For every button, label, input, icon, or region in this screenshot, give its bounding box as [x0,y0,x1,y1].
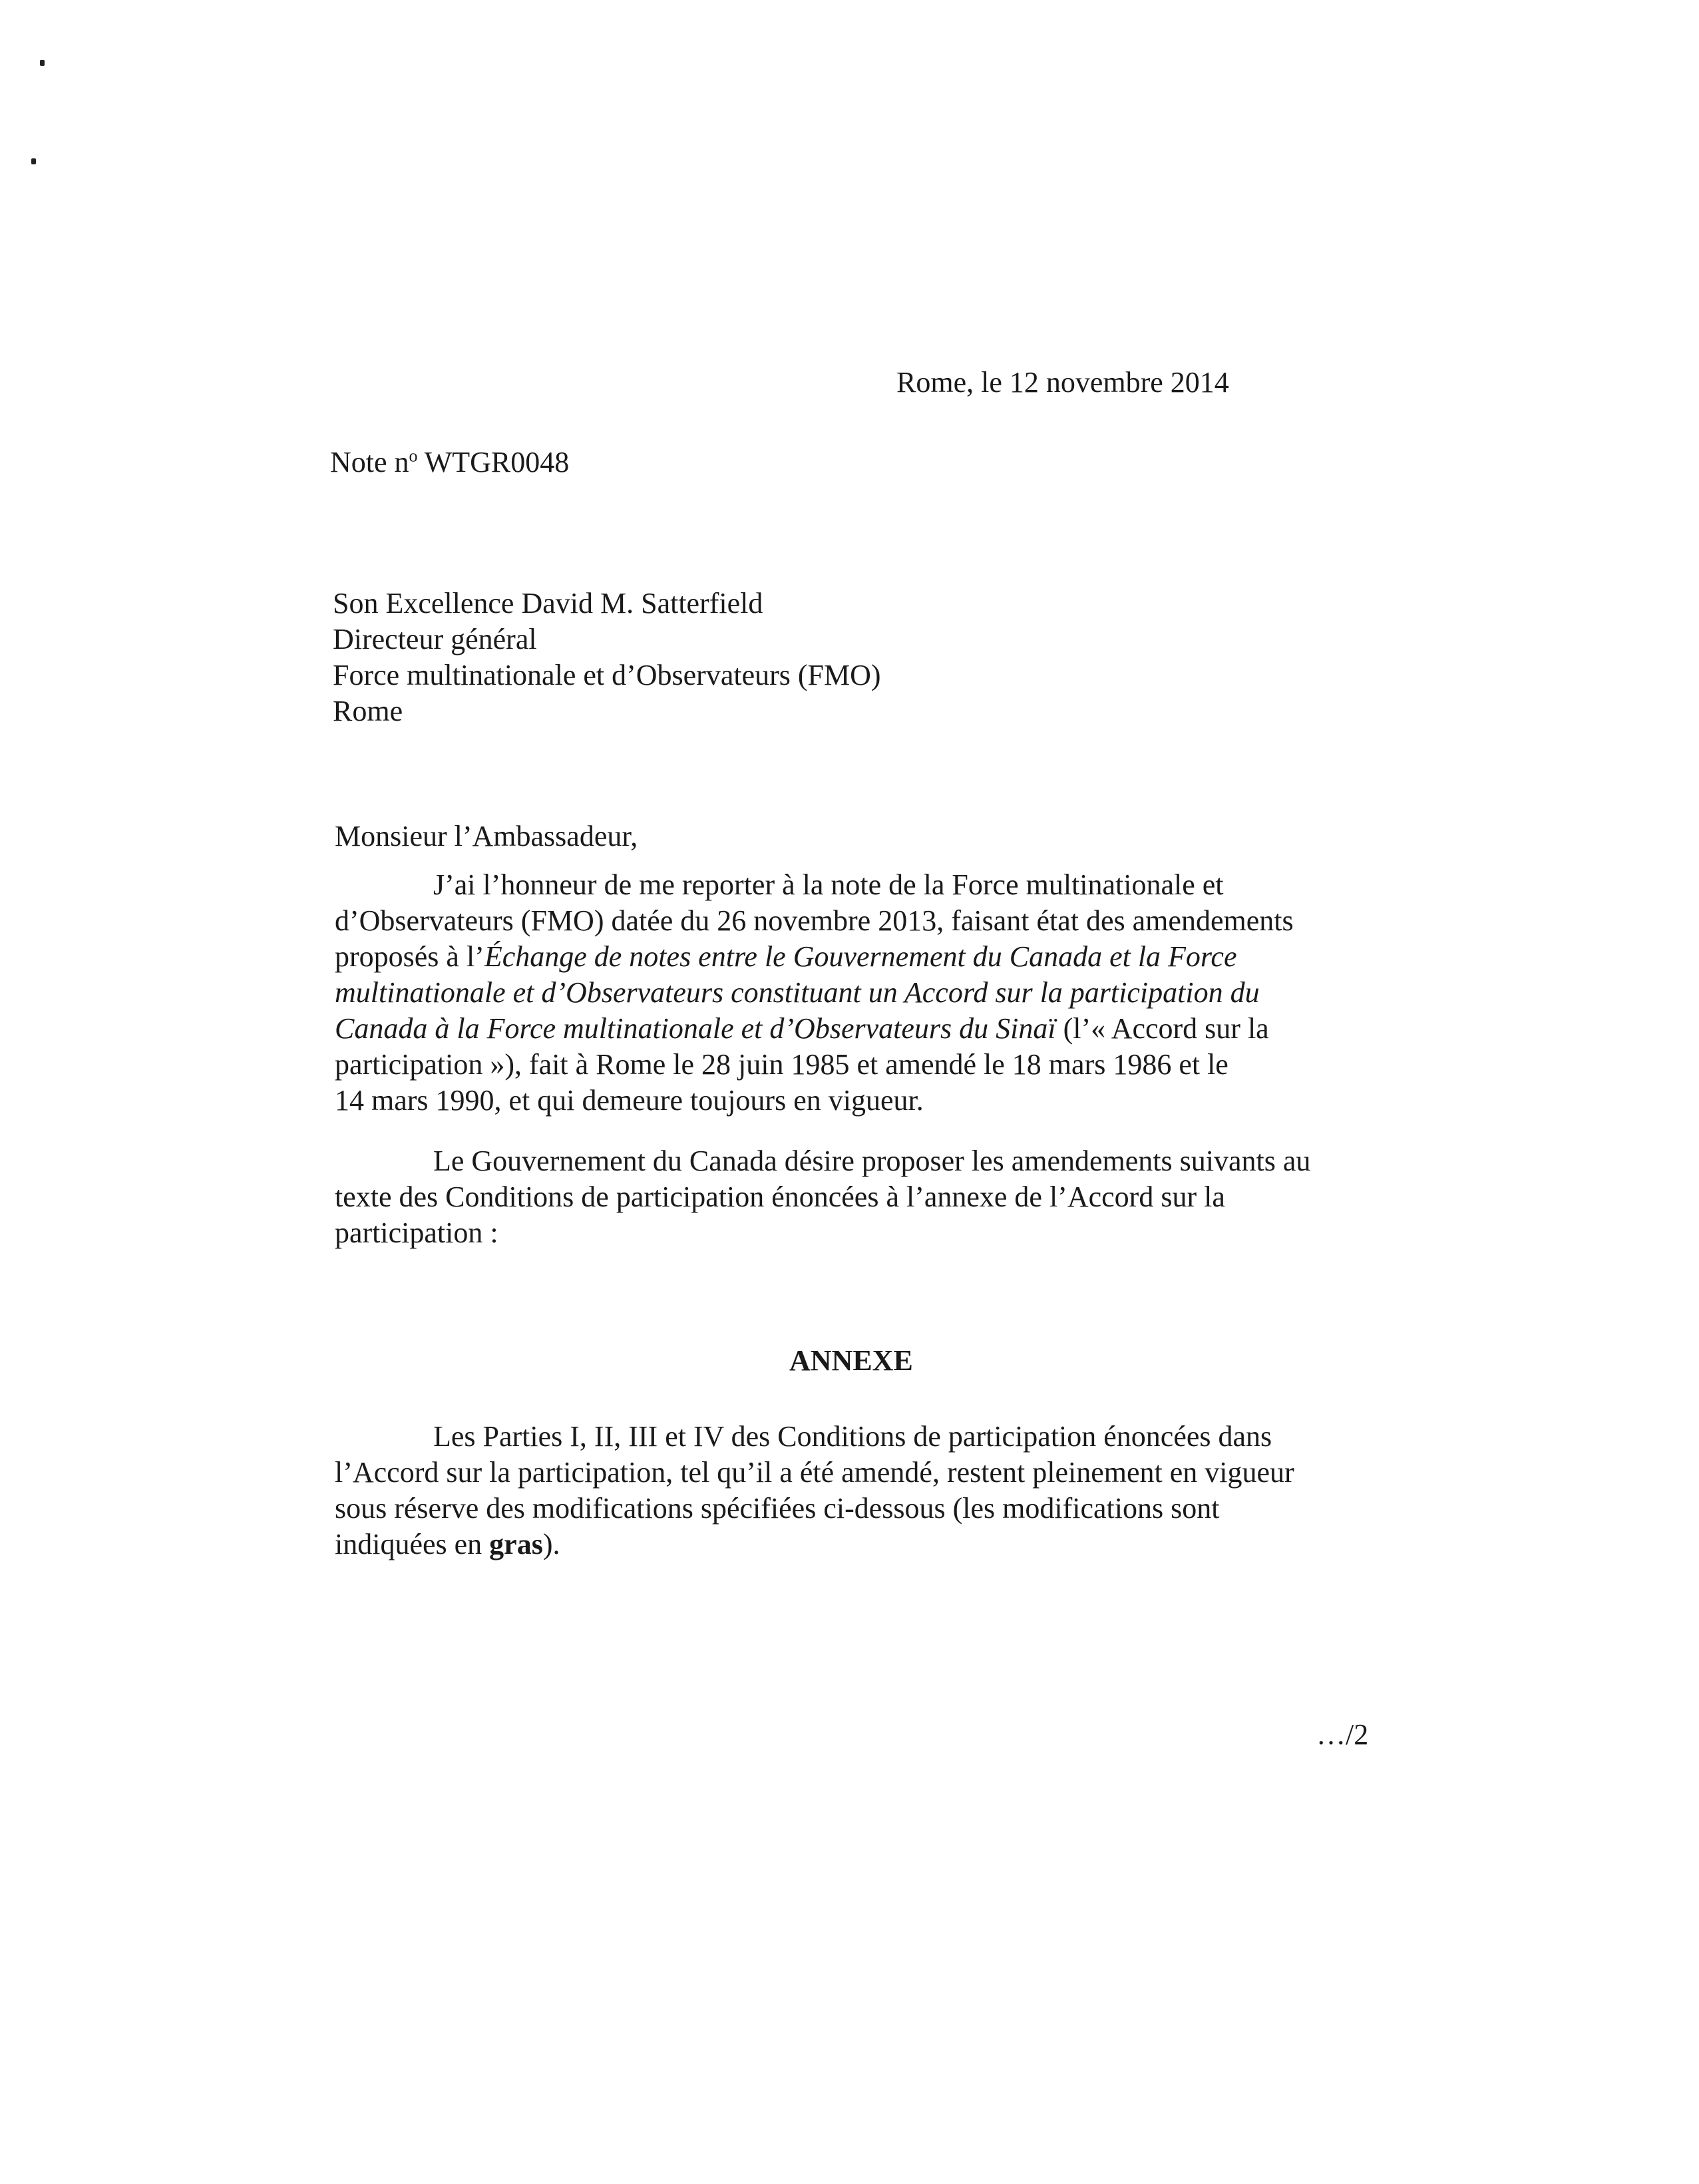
recipient-city: Rome [333,695,403,727]
paragraph-line [335,867,1294,903]
paragraph-line: sous réserve des modifications spécifiées ci-dessous (les modifications sont [335,1492,1220,1525]
recipient-address [333,586,881,729]
note-number: WTGR0048 [417,446,570,478]
paragraph-line: l’Accord sur la participation, tel qu’il a été amendé, restent pleinement en vigueur [335,1456,1294,1489]
annex-heading: ANNEXE [789,1344,913,1377]
paragraph-line [335,1419,1294,1455]
paragraph-text: Les Parties I, II, III et IV des Conditions de participation énoncées dans [433,1420,1272,1453]
paragraph-line [335,939,1294,975]
page-continuation-marker: …/2 [1316,1718,1369,1751]
recipient-name: Son Excellence David M. Satterfield [333,587,763,620]
note-degree-sign: o [409,446,418,466]
paragraph-reference-note [335,867,1294,1119]
paragraph-text: indiquées en [335,1528,490,1560]
scan-speck [40,60,45,66]
recipient-title: Directeur général [333,623,537,655]
salutation: Monsieur l’Ambassadeur, [335,820,638,852]
note-reference [330,445,569,480]
paragraph-text: J’ai l’honneur de me reporter à la note de la Force multinationale et [433,868,1224,901]
paragraph-line: 14 mars 1990, et qui demeure toujours en vigueur. [335,1084,924,1117]
paragraph-line: participation »), fait à Rome le 28 juin 1985 et amendé le 18 mars 1986 et le [335,1048,1228,1081]
paragraph-text: proposés à l’ [335,940,484,973]
agreement-title-text: Canada à la Force multinationale et d’Observateurs du Sinaï [335,1012,1056,1045]
paragraph-line: texte des Conditions de participation énoncées à l’annexe de l’Accord sur la [335,1181,1225,1213]
paragraph-line: participation : [335,1216,498,1249]
agreement-title-text: Échange de notes entre le Gouvernement du Canada et la Force [484,940,1237,973]
paragraph-line [335,1143,1310,1179]
scan-speck [31,158,36,164]
paragraph-line [335,975,1294,1011]
paragraph-text: Le Gouvernement du Canada désire proposer les amendements suivants au [433,1145,1311,1177]
paragraph-line [335,1011,1294,1047]
paragraph-annex [335,1419,1294,1562]
paragraph-text: (l’« Accord sur la [1055,1012,1269,1045]
paragraph-line [335,1527,1294,1562]
recipient-organization: Force multinationale et d’Observateurs (FMO) [333,659,881,691]
agreement-title-text: multinationale et d’Observateurs constituant un Accord sur la participation du [335,976,1260,1009]
letter-date: Rome, le 12 novembre 2014 [896,366,1229,399]
paragraph-proposal [335,1143,1310,1251]
paragraph-line: d’Observateurs (FMO) datée du 26 novembre 2013, faisant état des amendements [335,904,1294,937]
paragraph-text: ). [542,1528,560,1560]
bold-word: gras [489,1528,543,1560]
note-prefix: Note n [330,446,409,478]
